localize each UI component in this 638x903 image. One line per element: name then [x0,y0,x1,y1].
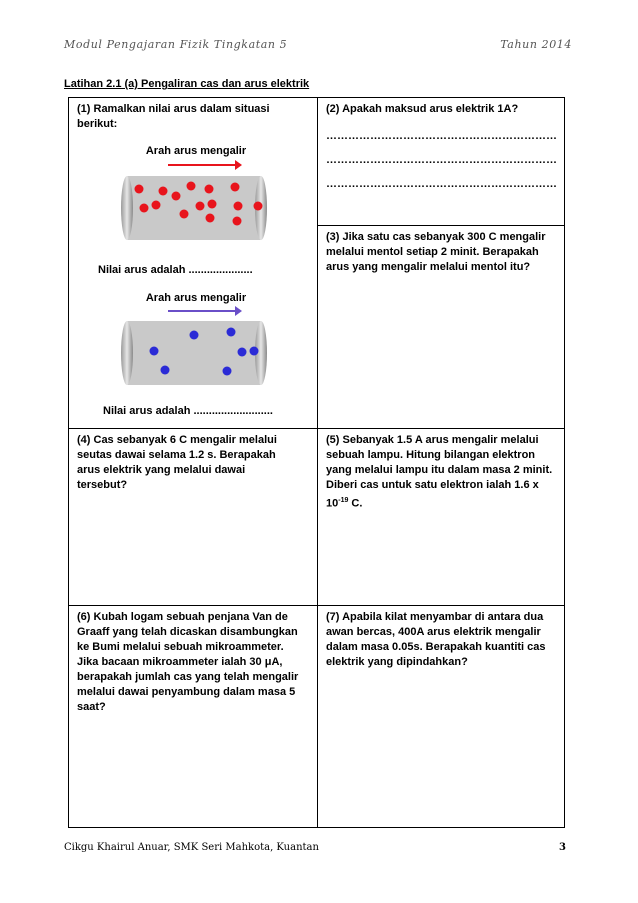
question-6-text: (6) Kubah logam sebuah penjana Van de Graaff yang telah dicaskan disambungkan ke Bumi melalui sebuah mikroammeter. Jika bacaan mikroammeter ialah 30 μA, berapakah jumlah cas yang telah mengalir melalui dawai penyambung dalam masa 5 saat? [77,611,299,713]
question-4-cell [69,429,317,605]
arrow-icon-blue [168,310,240,312]
question-7-text: (7) Apabila kilat menyambar di antara dua awan bercas, 400A arus elektrik mengalir dalam masa 0.05s. Berapakah kuantiti cas elektrik yang dipindahkan? [326,611,546,668]
page-number: 3 [559,842,566,853]
arrow-label-2: Arah arus mengalir [145,292,247,304]
question-1-answer-1: Nilai arus adalah ..................... [98,264,253,276]
charge-dot [159,187,168,196]
question-6-cell [69,606,317,827]
question-table [68,97,565,828]
arrow-label-1: Arah arus mengalir [145,145,247,157]
charge-dot [205,185,214,194]
charge-dot [161,366,170,375]
charge-dot [196,202,205,211]
page-header-left: Modul Pengajaran Fizik Tingkatan 5 [64,38,288,51]
charge-dot [234,202,243,211]
charge-dot [206,214,215,223]
footer-author: Cikgu Khairul Anuar, SMK Seri Mahkota, Kuantan [64,842,319,853]
question-5-body: (5) Sebanyak 1.5 A arus mengalir melalui sebuah lampu. Hitung bilangan elektron yang melalui lampu itu dalam masa 2 minit. Diberi cas untuk satu elektron ialah [326,434,553,491]
answer-line-1: ……………………………………………………… [326,130,557,142]
charge-dot [233,217,242,226]
question-3-text: (3) Jika satu cas sebanyak 300 C mengalir melalui mentol setiap 2 minit. Berapakah arus yang mengalir melalui mentol itu? [326,231,546,273]
question-1-text: (1) Ramalkan nilai arus dalam situasi berikut: [77,103,270,130]
question-7-cell [318,606,564,827]
wire-end-left [121,176,133,240]
wire-end-left [121,321,133,385]
charge-dot [190,331,199,340]
electron-charge-exponent: -19 [338,497,349,504]
charge-dot [140,204,149,213]
charge-dot [180,210,189,219]
electron-charge-unit: C. [348,497,363,510]
answer-line-3: ……………………………………………………… [326,178,557,190]
charge-dot [250,347,259,356]
charge-dot [208,200,217,209]
page-header-right: Tahun 2014 [500,38,572,51]
charge-dot [227,328,236,337]
charge-dot [223,367,232,376]
question-5-text [326,433,556,512]
wire-diagram-blue [121,318,267,388]
question-1-answer-2: Nilai arus adalah .......................... [103,405,273,417]
section-title: Latihan 2.1 (a) Pengaliran cas dan arus elektrik [64,78,310,90]
charge-dot [254,202,263,211]
electron-charge-value: 1.6 x 10 [326,479,539,510]
answer-line-2: ……………………………………………………… [326,154,557,166]
charge-dot [150,347,159,356]
question-2-cell [318,98,564,225]
question-2-text: (2) Apakah maksud arus elektrik 1A? [326,103,519,115]
charge-dot [187,182,196,191]
wire-diagram-red [121,173,267,243]
question-3-cell [318,226,564,428]
charge-dot [238,348,247,357]
charge-dot [172,192,181,201]
charge-dot [135,185,144,194]
charge-dot [152,201,161,210]
arrow-icon-red [168,164,240,166]
charge-dot [231,183,240,192]
question-5-cell [318,429,564,605]
question-4-text: (4) Cas sebanyak 6 C mengalir melalui seutas dawai selama 1.2 s. Berapakah arus elektrik yang melalui dawai tersebut? [77,434,277,491]
